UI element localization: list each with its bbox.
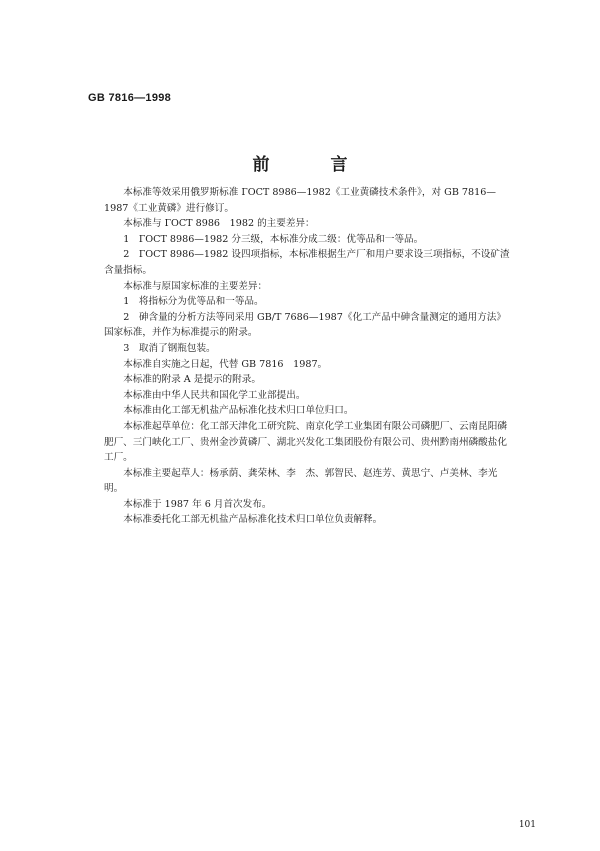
paragraph: 本标准与 ГОСТ 8986 1982 的主要差异： — [123, 218, 315, 230]
paragraph: 本标准的附录 A 是提示的附录。 — [123, 374, 261, 386]
list-item: 1 ГОСТ 8986—1982 分三级，本标准分成二级：优等品和一等品。 — [123, 233, 424, 245]
standard-code: GB 7816—1998 — [88, 92, 172, 104]
paragraph: 本标准于 1987 年 6 月首次发布。 — [123, 498, 272, 510]
paragraph: 本标准主要起草人：杨承荫、龚荣林、李 杰、郭智民、赵连芳、黄思宁、卢美林、李光明。 — [104, 467, 498, 495]
page-number: 101 — [518, 820, 536, 830]
preface-body — [104, 185, 512, 528]
list-item: 2 ГОСТ 8986—1982 设四项指标，本标准根据生产厂和用户要求设三项指标，不设矿渣含量指标。 — [104, 249, 510, 276]
paragraph: 本标准起草单位：化工部天津化工研究院、南京化学工业集团有限公司磷肥厂、云南昆阳磷肥厂、三门峡化工厂、贵州金沙黄磷厂、湖北兴发化工集团股份有限公司、贵州黔南州磷酸盐化工厂。 — [104, 420, 507, 464]
page-title: 前 言 — [252, 155, 370, 175]
list-item: 2 砷含量的分析方法等同采用 GB/T 7686—1987《化工产品中砷含量测定的通用方法》国家标准，并作为标准提示的附录。 — [104, 311, 506, 339]
paragraph: 本标准等效采用俄罗斯标准 ГОСТ 8986—1982《工业黄磷技术条件》，对 GB 7816—1987《工业黄磷》进行修订。 — [104, 187, 496, 214]
paragraph: 本标准自实施之日起，代替 GB 7816 1987。 — [123, 358, 328, 370]
paragraph: 本标准由化工部无机盐产品标准化技术归口单位归口。 — [123, 405, 354, 417]
paragraph: 本标准由中华人民共和国化学工业部提出。 — [123, 389, 306, 401]
list-item: 1 将指标分为优等品和一等品。 — [123, 296, 264, 308]
paragraph: 本标准委托化工部无机盐产品标准化技术归口单位负责解释。 — [123, 514, 383, 526]
list-item: 3 取消了钢瓶包装。 — [123, 342, 216, 354]
paragraph: 本标准与原国家标准的主要差异： — [123, 280, 268, 292]
